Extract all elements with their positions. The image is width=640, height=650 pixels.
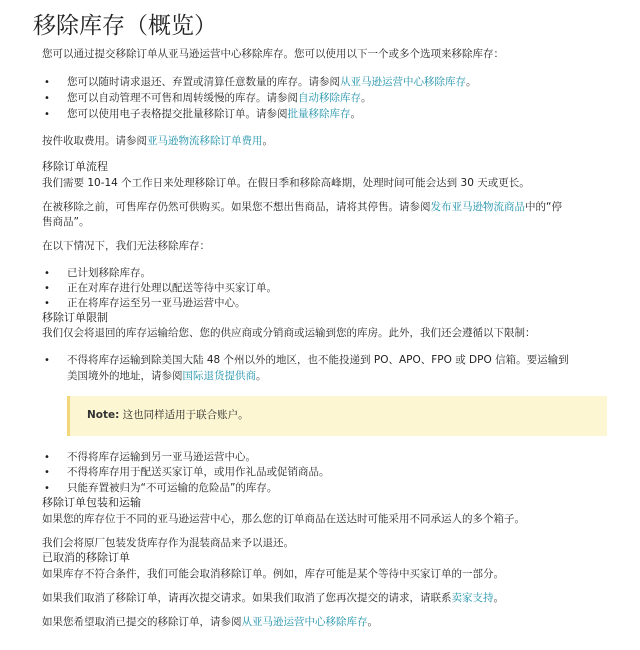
section-heading-limits: 移除订单限制: [42, 311, 108, 324]
fee-text-end: 。: [262, 135, 273, 147]
link-remove-inventory-2[interactable]: 从亚马逊运营中心移除库存: [241, 616, 368, 628]
packaging-paragraph: 我们会将原厂包装发货库存作为混装商品来予以退还。: [42, 537, 294, 549]
fee-text: [42, 134, 273, 149]
option-text-end: 。: [466, 76, 477, 88]
list-item: 正在将库存运至另一亚马逊运营中心。: [67, 297, 246, 309]
list-item: 已计划移除库存。: [67, 267, 151, 279]
bullet-icon: •: [44, 268, 50, 279]
note-text: 这也同样适用于联合账户。: [119, 409, 249, 421]
bullet-icon: •: [44, 467, 50, 478]
process-paragraph: [42, 200, 562, 215]
bullet-icon: •: [44, 452, 50, 463]
note-box: [67, 396, 607, 436]
bullet-icon: •: [44, 283, 50, 294]
link-bulk-removal[interactable]: 批量移除库存: [287, 108, 351, 120]
bullet-icon: •: [44, 355, 50, 366]
bullet-icon: •: [44, 77, 50, 88]
process-paragraph: 我们需要 10-14 个工作日来处理移除订单。在假日季和移除高峰期，处理时间可能会达到 30 天或更长。: [42, 177, 530, 189]
list-item: 只能弃置被归为“不可运输的危险品”的库存。: [67, 482, 278, 494]
process-text: 在被移除之前，可售库存仍然可供购买。如果您不想出售商品，请将其停售。请参阅: [42, 201, 431, 213]
link-removal-fees[interactable]: 亚马逊物流移除订单费用: [147, 135, 263, 147]
option-item: [67, 91, 372, 106]
bullet-icon: •: [44, 93, 50, 104]
cancelled-text: 如果我们取消了移除订单，请再次提交请求。如果我们取消了您再次提交的请求，请联系: [42, 592, 452, 604]
list-item: 不得将库存用于配送买家订单，或用作礼品或促销商品。: [67, 466, 330, 478]
option-text: 您可以自动管理不可售和周转缓慢的库存。请参阅: [67, 92, 298, 104]
process-paragraph-cont: 售商品”。: [42, 216, 90, 228]
page-title: 移除库存（概览）: [33, 13, 217, 39]
list-item: 不得将库存运输到除美国大陆 48 个州以外的地区，也不能投递到 PO、APO、FPO 或 DPO 信箱。要运输到: [67, 354, 569, 366]
cancelled-paragraph: [42, 615, 378, 630]
option-text: 您可以随时请求退还、弃置或清算任意数量的库存。请参阅: [67, 76, 340, 88]
option-item: [67, 107, 361, 122]
list-item: 正在对库存进行处理以配送等待中买家订单。: [67, 282, 277, 294]
bullet-icon: •: [44, 483, 50, 494]
link-list-fba-products[interactable]: 发布亚马逊物流商品: [430, 201, 525, 213]
section-heading-packaging: 移除订单包装和运输: [42, 496, 141, 509]
option-text: 您可以使用电子表格提交批量移除订单。请参阅: [67, 108, 288, 120]
bullet-icon: •: [44, 109, 50, 120]
list-item-text-end: 。: [256, 370, 267, 382]
list-item-text: 美国境外的地址，请参阅: [67, 370, 183, 382]
option-text-end: 。: [361, 92, 372, 104]
packaging-paragraph: 如果您的库存位于不同的亚马逊运营中心，那么您的订单商品在送达时可能采用不同承运人的多个箱子。: [42, 513, 525, 525]
cancelled-paragraph: 如果库存不符合条件，我们可能会取消移除订单。例如，库存可能是某个等待中买家订单的一部分。: [42, 568, 504, 580]
option-item: [67, 75, 477, 90]
bullet-icon: •: [44, 298, 50, 309]
cancelled-paragraph: [42, 591, 504, 606]
link-remove-inventory[interactable]: 从亚马逊运营中心移除库存: [340, 76, 466, 88]
note-label: Note:: [87, 409, 120, 421]
intro-text: 您可以通过提交移除订单从亚马逊运营中心移除库存。您可以使用以下一个或多个选项来移除库存：: [42, 48, 504, 60]
limits-paragraph: 我们仅会将退回的库存运输给您、您的供应商或分销商或运输到您的库房。此外，我们还会遵循以下限制：: [42, 327, 536, 339]
section-heading-process: 移除订单流程: [42, 160, 108, 173]
list-item-cont: [67, 369, 267, 384]
cancelled-text-end: 。: [493, 592, 504, 604]
fee-text-start: 按件收取费用。请参阅: [42, 135, 147, 147]
link-auto-removal[interactable]: 自动移除库存: [298, 92, 361, 104]
note-content: [87, 408, 249, 423]
process-text-end: 中的“停: [525, 201, 562, 213]
link-seller-support[interactable]: 卖家支持: [451, 592, 494, 604]
option-text-end: 。: [350, 108, 361, 120]
list-item: 不得将库存运输到另一亚马逊运营中心。: [67, 451, 256, 463]
section-heading-cancelled: 已取消的移除订单: [42, 551, 130, 564]
process-paragraph: 在以下情况下，我们无法移除库存：: [42, 240, 210, 252]
cancelled-text: 如果您希望取消已提交的移除订单，请参阅: [42, 616, 242, 628]
cancelled-text-end: 。: [367, 616, 378, 628]
link-intl-return-providers[interactable]: 国际退货提供商: [182, 370, 256, 382]
